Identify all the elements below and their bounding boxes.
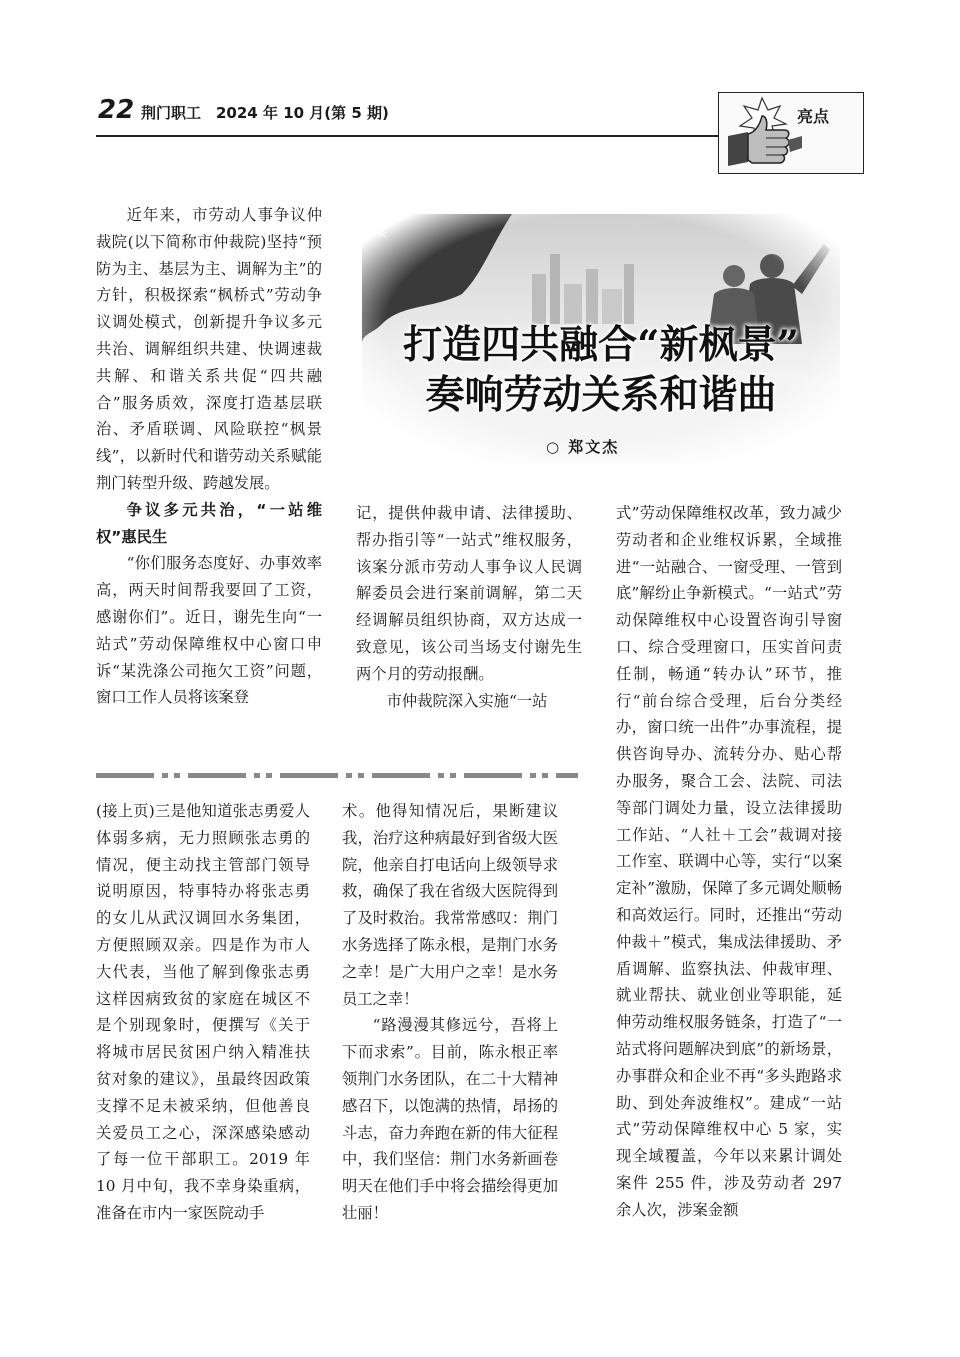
body-paragraph: 术。他得知情况后，果断建议我，治疗这种病最好到省级大医院，他亲自打电话向上级领导求救，确保了我在省级大医院得到了及时救治。我常常感叹：荆门水务选择了陈永根，是荆门水务之幸！是广大用户之幸！是水务员工之幸！ bbox=[342, 802, 558, 1008]
body-paragraph: 式”劳动保障维权改革，致力减少劳动者和企业维权诉累，全域推进“一站融合、一窗受理、一管到底”解纷止争新模式。“一站式”劳动保障维权中心设置咨询引导窗口、综合受理窗口，压实首问责任制，畅通“转办认”环节，推行“前台综合受理，后台分类经办，窗口统一出件”办事流程，提供咨询导办、流转分办、贴心帮办服务，聚合工会、法院、司法等部门调处力量，设立法律援助工作站、“人社＋工会”裁调对接工作室、联调中心等，实行“以案定补”激励，保障了多元调处顺畅和高效运行。同时，还推出“劳动仲裁＋”模式，集成法律援助、矛盾调解、监察执法、仲裁审理、就业帮扶、就业创业等职能，延伸劳动维权服务链条，打造了“一站式将问题解决到底”的新场景，办事群众和企业不再“多头跑路求助、到处奔波维权”。建成“一站式”劳动保障维权中心 5 家，实现全域覆盖，今年以来累计调处案件 255 件，涉及劳动者 297 余人次，涉案金额 bbox=[616, 504, 842, 1219]
body-paragraph: 记，提供仲裁申请、法律援助、帮办指引等“一站式”维权服务，该案分派市劳动人事争议人民调解委员会进行案前调解，第二天经调解员组织协商，双方达成一致意见，该公司当场支付谢先生两个月的劳动报酬。 bbox=[356, 504, 582, 683]
section-subheading: 争议多元共治，“一站维权”惠民生 bbox=[96, 500, 322, 546]
continued-column-1 bbox=[96, 798, 310, 1227]
magazine-name: 荆门职工 bbox=[141, 104, 202, 122]
body-paragraph: “你们服务态度好、办事效率高，两天时间帮我要回了工资，感谢你们”。近日，谢先生向“一站式”劳动保障维权中心窗口申诉“某洗涤公司拖欠工资”问题，窗口工作人员将该案登 bbox=[96, 554, 322, 707]
section-divider bbox=[96, 773, 578, 778]
body-paragraph: “路漫漫其修远兮，吾将上下而求索”。目前，陈永根正率领荆门水务团队，在二十大精神感召下，以饱满的热情，昂扬的斗志，奋力奔跑在新的伟大征程中，我们坚信：荆门水务新画卷明天在他们手中将会描绘得更加壮丽！ bbox=[342, 1016, 558, 1222]
section-label: 亮点 bbox=[797, 107, 830, 126]
header-rule bbox=[96, 135, 720, 137]
article-column-1 bbox=[96, 202, 322, 711]
article-title-line2: 奏响劳动关系和谐曲 bbox=[425, 372, 777, 418]
continued-column-2 bbox=[342, 798, 558, 1227]
body-paragraph: (接上页)三是他知道张志勇爱人体弱多病，无力照顾张志勇的情况，便主动找主管部门领导说明原因，特事特办将张志勇的女儿从武汉调回水务集团，方便照顾双亲。四是作为市人大代表，当他了解到像张志勇这样因病致贫的家庭在城区不是个别现象时，便撰写《关于将城市居民贫困户纳入精准扶贫对象的建议》，虽最终因政策支撑不足未被采纳，但他善良关爱员工之心，深深感染感动了每一位干部职工。2019 年 10 月中旬，我不幸身染重病，准备在市内一家医院动手 bbox=[96, 802, 310, 1222]
body-paragraph: 市仲裁院深入实施“一站 bbox=[386, 691, 548, 710]
article-column-3 bbox=[616, 500, 842, 1224]
page-number: 22 bbox=[98, 95, 135, 125]
thumbs-up-icon bbox=[722, 96, 802, 170]
article-author: ○ 郑文杰 bbox=[546, 438, 620, 456]
intro-paragraph: 近年来，市劳动人事争议仲裁院(以下简称市仲裁院)坚持“预防为主、基层为主、调解为主”的方针，积极探索“枫桥式”劳动争议调处模式，创新提升争议多元共治、调解组织共建、快调速裁共解、和谐关系共促“四共融合”服务质效，深度打造基层联治、矛盾联调、风险联控“枫景线”，以新时代和谐劳动关系赋能荆门转型升级、跨越发展。 bbox=[96, 206, 322, 492]
issue-date: 2024 年 10 月(第 5 期) bbox=[216, 104, 389, 122]
article-column-2 bbox=[356, 500, 582, 714]
article-title-line1: 打造四共融合“新枫景” bbox=[403, 322, 799, 368]
